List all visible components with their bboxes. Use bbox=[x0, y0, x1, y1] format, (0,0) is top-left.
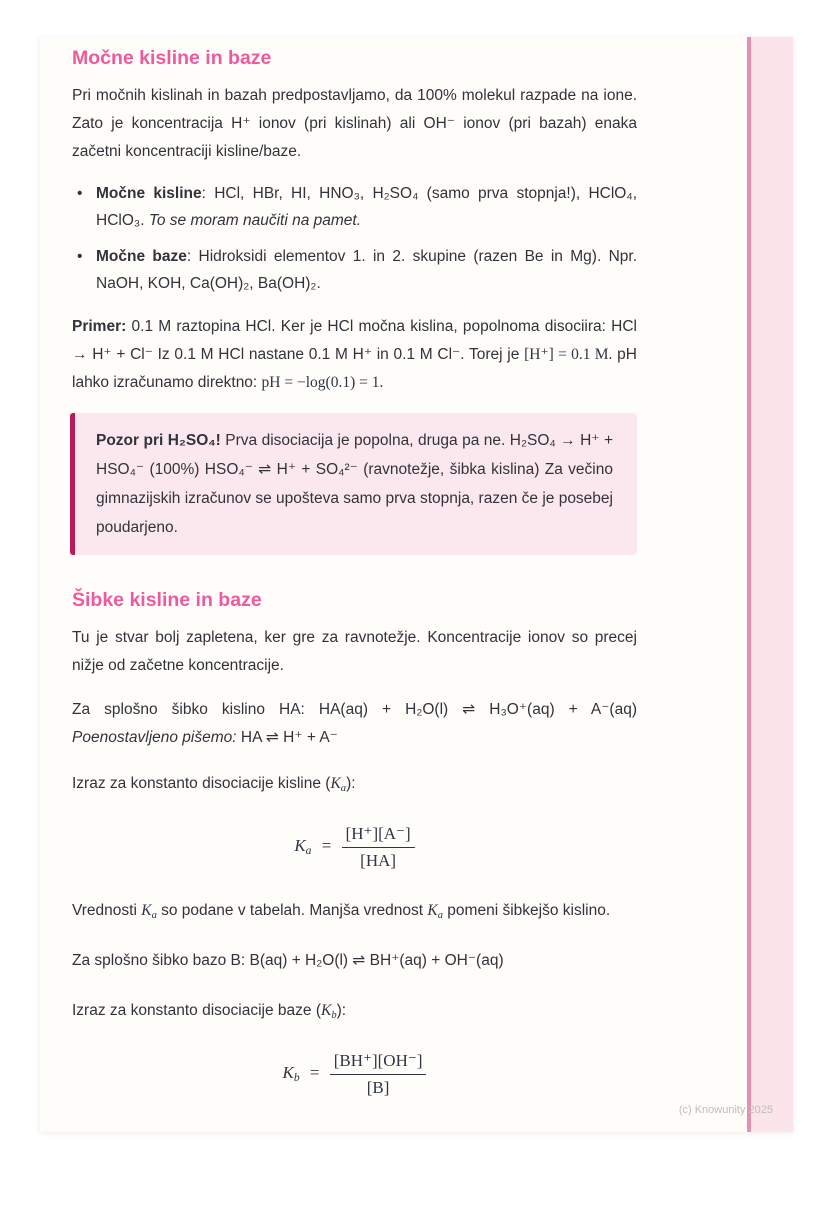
fraction-numerator: [BH⁺][OH⁻] bbox=[330, 1051, 427, 1075]
example-lead: Primer: bbox=[72, 318, 127, 335]
ka-formula-lhs: $K_a$ bbox=[294, 836, 312, 858]
section-heading-weak-acids: Šibke kisline in baze bbox=[72, 589, 262, 611]
fraction-denominator: [B] bbox=[366, 1078, 390, 1097]
ka-symbol: $K_a$ bbox=[330, 775, 347, 794]
paragraph-weak-intro: Tu je stvar bolj zapletena, ker gre za ravnotežje. Koncentracije ionov so precej nižje od začetne koncentracije. bbox=[72, 629, 637, 674]
note-text: so podane v tabelah. Manjša vrednost bbox=[156, 902, 428, 919]
list-item-text: : HCl, HBr, HI, HNO₃, H₂SO₄ (samo prva stopnja!), HClO₄, HClO₃. bbox=[96, 185, 637, 229]
kb-symbol: $K_b$ bbox=[320, 1002, 337, 1021]
callout-paragraph bbox=[96, 426, 613, 542]
example-text: pH lahko izračunamo direktno: bbox=[72, 346, 637, 391]
callout-lead: Pozor pri H₂SO₄! bbox=[96, 432, 221, 449]
kb-formula-lhs: $K_b$ bbox=[282, 1063, 300, 1085]
strong-acids-bases-list bbox=[72, 180, 637, 297]
paragraph-general-weak-base: Za splošno šibko bazo B: B(aq) + H₂O(l) ⇌ BH⁺(aq) + OH⁻(aq) bbox=[72, 952, 504, 969]
label-text: ): bbox=[346, 775, 356, 792]
kb-formula bbox=[72, 1051, 637, 1098]
paragraph-general-weak-acid bbox=[72, 696, 637, 752]
fraction-numerator: [H⁺][A⁻] bbox=[342, 824, 415, 848]
kb-expression-label bbox=[72, 997, 637, 1025]
document-content bbox=[72, 37, 637, 1098]
simplified-lead: Poenostavljeno pišemo: bbox=[72, 729, 237, 746]
paragraph-strong-intro: Pri močnih kislinah in bazah predpostavljamo, da 100% molekul razpade na ione. Zato je koncentracija H⁺ ionov (pri kislinah) ali OH⁻ ionov (pri bazah) enaka začetni koncentraciji kisline/baze. bbox=[72, 87, 637, 160]
example-text: 0.1 M raztopina HCl. Ker je HCl močna kislina, popolnoma disociira: HCl → H⁺ + Cl⁻ Iz 0.1 M HCl nastane 0.1 M H⁺ in 0.1 M Cl⁻. Torej je bbox=[72, 318, 637, 363]
simplified-equation: HA ⇌ H⁺ + A⁻ bbox=[236, 729, 338, 746]
note-text: pomeni šibkejšo kislino. bbox=[443, 902, 611, 919]
ka-fraction bbox=[342, 824, 415, 871]
paragraph-example bbox=[72, 313, 637, 397]
equals-sign: = bbox=[321, 836, 332, 856]
ka-formula bbox=[72, 824, 637, 871]
inline-math-h-concentration: [H⁺] = 0.1 M. bbox=[524, 346, 613, 363]
list-item-strong-acids bbox=[72, 180, 637, 234]
fraction-denominator: [HA] bbox=[360, 851, 397, 870]
list-item-strong-bases bbox=[72, 243, 637, 297]
ka-expression-label bbox=[72, 770, 637, 798]
copyright-watermark: (c) Knowunity 2025 bbox=[678, 1104, 773, 1116]
kb-fraction bbox=[330, 1051, 427, 1098]
section-heading-strong-acids: Močne kisline in baze bbox=[72, 47, 272, 69]
pink-side-band bbox=[747, 37, 793, 1132]
note-text: Vrednosti bbox=[72, 902, 142, 919]
equals-sign: = bbox=[309, 1063, 320, 1083]
ka-values-note bbox=[72, 897, 637, 925]
label-text: ): bbox=[336, 1002, 347, 1019]
document-page bbox=[40, 37, 793, 1132]
inline-math-ph: pH = −log(0.1) = 1. bbox=[261, 374, 384, 391]
ka-symbol: $K_a$ bbox=[141, 902, 157, 921]
simplified-equation-line bbox=[72, 724, 637, 752]
callout-text: Prva disociacija je popolna, druga pa ne. H₂SO₄ → H⁺ + HSO₄⁻ (100%) HSO₄⁻ ⇌ H⁺ + SO₄²⁻ (ravnotežje, šibka kislina) Za večino gimnazijskih izračunov se upošteva samo prva stopnja, razen če je posebej poudarjeno. bbox=[96, 432, 613, 536]
warning-callout bbox=[70, 413, 637, 555]
list-item-lead: Močne kisline bbox=[96, 185, 202, 202]
label-text: Izraz za konstanto disociacije baze ( bbox=[72, 1002, 321, 1019]
list-item-lead: Močne baze bbox=[96, 248, 187, 265]
list-item-italic-note: To se moram naučiti na pamet. bbox=[148, 212, 362, 229]
label-text: Izraz za konstanto disociacije kisline ( bbox=[72, 775, 331, 792]
list-item-text: : Hidroksidi elementov 1. in 2. skupine (razen Be in Mg). Npr. NaOH, KOH, Ca(OH)₂, Ba(OH)₂. bbox=[96, 248, 637, 292]
weak-acid-equation: Za splošno šibko kislino HA: HA(aq) + H₂O(l) ⇌ H₃O⁺(aq) + A⁻(aq) bbox=[72, 701, 637, 718]
ka-symbol: $K_a$ bbox=[427, 902, 443, 921]
